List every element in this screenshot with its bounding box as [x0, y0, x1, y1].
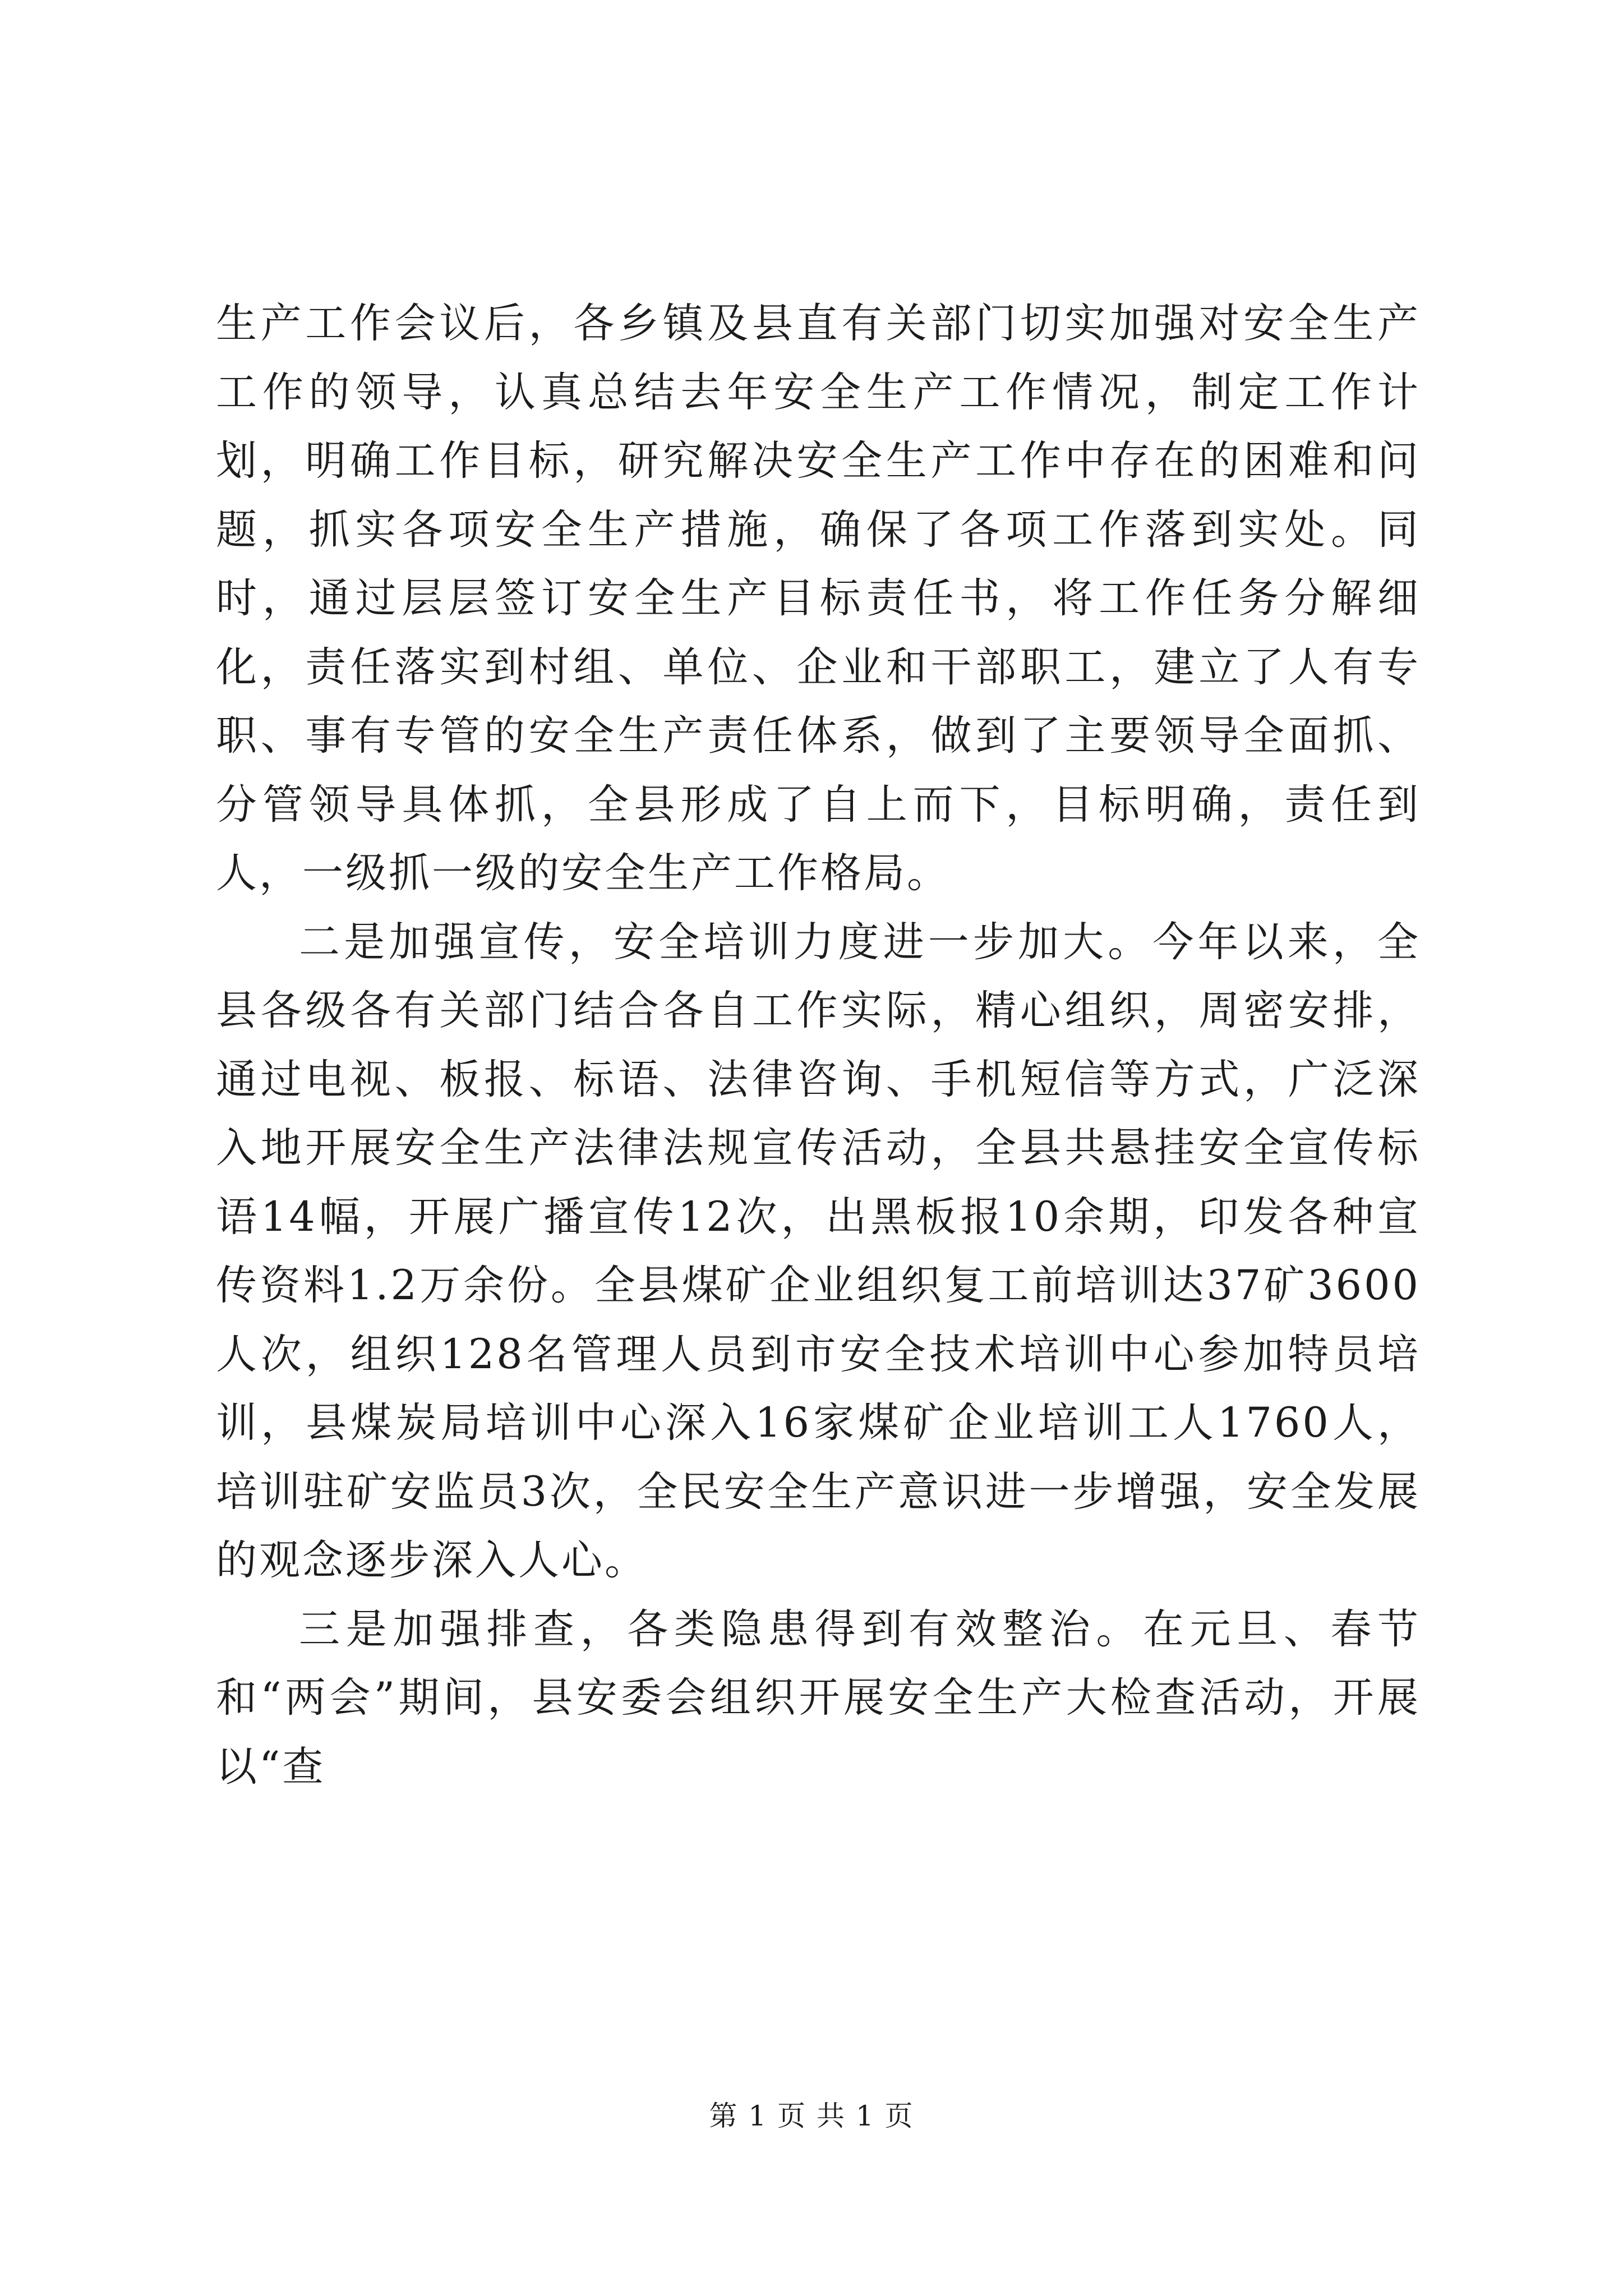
paragraph-2: 二是加强宣传，安全培训力度进一步加大。今年以来，全县各级各有关部门结合各自工作实际，精心组织，周密安排，通过电视、板报、标语、法律咨询、手机短信等方式，广泛深入地开展安全生产法律法规宣传活动，全县共悬挂安全宣传标语14幅，开展广播宣传12次，出黑板报10余期，印发各种宣传资料1.2万余份。全县煤矿企业组织复工前培训达37矿3600人次，组织128名管理人员到市安全技术培训中心参加特员培训，县煤炭局培训中心深入16家煤矿企业培训工人1760人，培训驻矿安监员3次，全民安全生产意识进一步增强，安全发展的观念逐步深入人心。	[216, 918, 1421, 1584]
document-body	[216, 289, 1421, 1801]
paragraph-1: 生产工作会议后，各乡镇及县直有关部门切实加强对安全生产工作的领导，认真总结去年安全生产工作情况，制定工作计划，明确工作目标，研究解决安全生产工作中存在的困难和问题，抓实各项安全生产措施，确保了各项工作落到实处。同时，通过层层签订安全生产目标责任书，将工作任务分解细化，责任落实到村组、单位、企业和干部职工，建立了人有专职、事有专管的安全生产责任体系，做到了主要领导全面抓、分管领导具体抓，全县形成了自上而下，目标明确，责任到人，一级抓一级的安全生产工作格局。	[216, 300, 1421, 897]
paragraph-3: 三是加强排查，各类隐患得到有效整治。在元旦、春节和“两会”期间，县安委会组织开展安全生产大检查活动，开展以“查	[216, 1605, 1421, 1791]
page-footer: 第 1 页 共 1 页	[709, 2100, 914, 2132]
